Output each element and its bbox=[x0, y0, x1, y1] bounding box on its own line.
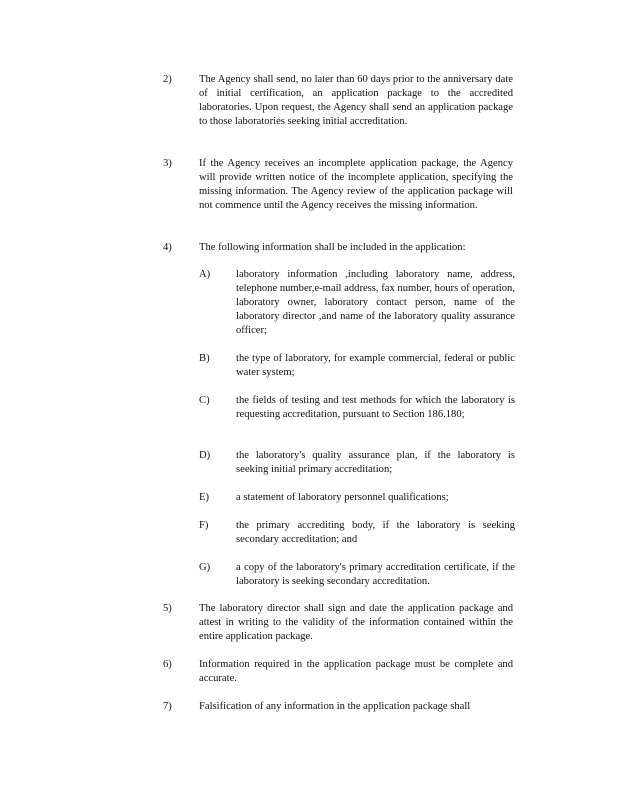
sub-item-letter: C) bbox=[199, 395, 210, 406]
sub-item-letter: B) bbox=[199, 353, 210, 364]
item-text: If the Agency receives an incomplete application package, the Agency will provide written notice of the incomplete application, specifying the missing information. The Agency review of the application package will not commence until the Agency receives the missing information. bbox=[199, 158, 513, 211]
sub-item-text: the fields of testing and test methods for which the laboratory is requesting accreditation, pursuant to Section 186.180; bbox=[236, 395, 515, 420]
item-number: 6) bbox=[163, 659, 172, 670]
item-text: Information required in the application package must be complete and accurate. bbox=[199, 659, 513, 684]
sub-item-text: a copy of the laboratory's primary accreditation certificate, if the laboratory is seeking secondary accreditation. bbox=[236, 562, 515, 587]
sub-item-text: the primary accrediting body, if the laboratory is seeking secondary accreditation; and bbox=[236, 520, 515, 545]
sub-item-letter: F) bbox=[199, 520, 209, 531]
sub-item-letter: D) bbox=[199, 450, 211, 461]
item-number: 7) bbox=[163, 701, 172, 712]
sub-item-text: a statement of laboratory personnel qualifications; bbox=[236, 492, 449, 503]
sub-item-letter: A) bbox=[199, 269, 211, 280]
sub-item-letter: G) bbox=[199, 562, 211, 573]
item-text: The laboratory director shall sign and date the application package and attest in writing to the validity of the information contained within the entire application package. bbox=[199, 603, 513, 642]
sub-item-text: the type of laboratory, for example commercial, federal or public water system; bbox=[236, 353, 515, 378]
sub-item-text: laboratory information ,including laboratory name, address, telephone number,e-mail address, fax number, hours of operation, laboratory owner, laboratory contact person, name of the laboratory director ,and name of the laboratory quality assurance officer; bbox=[236, 269, 515, 336]
item-number: 3) bbox=[163, 158, 172, 169]
item-number: 5) bbox=[163, 603, 172, 614]
sub-item-text: the laboratory's quality assurance plan, if the laboratory is seeking initial primary accreditation; bbox=[236, 450, 515, 475]
item-text: Falsification of any information in the application package shall bbox=[199, 701, 471, 712]
item-text: The following information shall be included in the application: bbox=[199, 242, 466, 253]
item-text: The Agency shall send, no later than 60 days prior to the anniversary date of initial certification, an application package to the accredited laboratories. Upon request, the Agency shall send an application package to those laboratories seeking initial accreditation. bbox=[199, 74, 513, 127]
item-number: 2) bbox=[163, 74, 172, 85]
item-number: 4) bbox=[163, 242, 172, 253]
sub-item-letter: E) bbox=[199, 492, 209, 503]
